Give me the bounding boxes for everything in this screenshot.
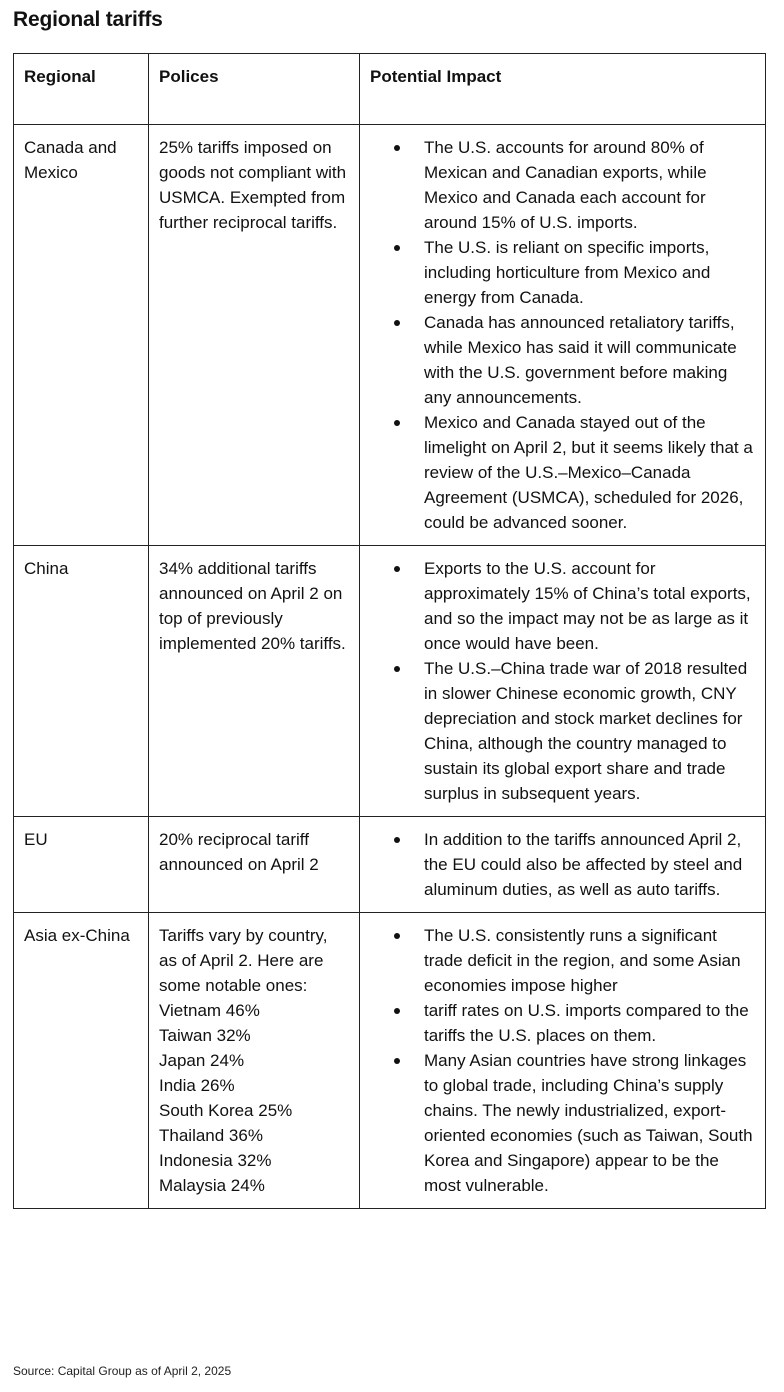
impact-bullet: In addition to the tariffs announced April 2, the EU could also be affected by steel and aluminum duties, as well as auto tariffs. xyxy=(424,827,755,902)
table-header-row xyxy=(14,54,766,125)
impact-cell xyxy=(360,125,766,546)
table-row xyxy=(14,125,766,546)
impact-bullet: The U.S. is reliant on specific imports, including horticulture from Mexico and energy from Canada. xyxy=(424,235,755,310)
impact-bullet: The U.S. accounts for around 80% of Mexican and Canadian exports, while Mexico and Canada each account for around 15% of U.S. imports. xyxy=(424,135,755,235)
policy-cell xyxy=(149,913,360,1209)
header-polices: Polices xyxy=(149,54,360,125)
policy-line: 34% additional tariffs announced on April 2 on top of previously implemented 20% tariffs. xyxy=(159,559,346,653)
header-regional: Regional xyxy=(14,54,149,125)
policy-line: South Korea 25% xyxy=(159,1101,293,1120)
impact-bullet: tariff rates on U.S. imports compared to the tariffs the U.S. places on them. xyxy=(424,998,755,1048)
policy-line: Taiwan 32% xyxy=(159,1026,251,1045)
table-row xyxy=(14,817,766,913)
impact-list xyxy=(370,556,755,806)
region-cell: Canada and Mexico xyxy=(14,125,149,546)
tariffs-table xyxy=(13,53,766,1209)
policy-line: India 26% xyxy=(159,1076,235,1095)
policy-line: Indonesia 32% xyxy=(159,1151,272,1170)
policy-line: Malaysia 24% xyxy=(159,1176,265,1195)
policy-cell xyxy=(149,817,360,913)
policy-line: Tariffs vary by country, as of April 2. Here are some notable ones: xyxy=(159,926,328,995)
table-row xyxy=(14,913,766,1209)
impact-bullet: Canada has announced retaliatory tariffs, while Mexico has said it will communicate with the U.S. government before making any announcements. xyxy=(424,310,755,410)
policy-line: 20% reciprocal tariff announced on April 2 xyxy=(159,830,319,874)
impact-cell xyxy=(360,817,766,913)
impact-list xyxy=(370,923,755,1198)
policy-line: Thailand 36% xyxy=(159,1126,263,1145)
table-row xyxy=(14,546,766,817)
impact-list xyxy=(370,135,755,535)
header-potential-impact: Potential Impact xyxy=(360,54,766,125)
impact-bullet: The U.S. consistently runs a significant trade deficit in the region, and some Asian economies impose higher xyxy=(424,923,755,998)
impact-list xyxy=(370,827,755,902)
region-cell: Asia ex-China xyxy=(14,913,149,1209)
region-cell: China xyxy=(14,546,149,817)
impact-bullet: Many Asian countries have strong linkages to global trade, including China’s supply chains. The newly industrialized, export-oriented economies (such as Taiwan, South Korea and Singapore) appear to be the most vulnerable. xyxy=(424,1048,755,1198)
impact-bullet: Exports to the U.S. account for approximately 15% of China’s total exports, and so the impact may not be as large as it once would have been. xyxy=(424,556,755,656)
impact-cell xyxy=(360,546,766,817)
source-note: Source: Capital Group as of April 2, 2025 xyxy=(13,1364,232,1378)
policy-line: Japan 24% xyxy=(159,1051,245,1070)
impact-cell xyxy=(360,913,766,1209)
impact-bullet: The U.S.–China trade war of 2018 resulted in slower Chinese economic growth, CNY depreciation and stock market declines for China, although the country managed to sustain its global export share and trade surplus in subsequent years. xyxy=(424,656,755,806)
page-title: Regional tariffs xyxy=(13,8,163,31)
policy-cell xyxy=(149,546,360,817)
region-cell: EU xyxy=(14,817,149,913)
policy-cell xyxy=(149,125,360,546)
policy-line: 25% tariffs imposed on goods not compliant with USMCA. Exempted from further reciprocal tariffs. xyxy=(159,138,347,232)
impact-bullet: Mexico and Canada stayed out of the limelight on April 2, but it seems likely that a review of the U.S.–Mexico–Canada Agreement (USMCA), scheduled for 2026, could be advanced sooner. xyxy=(424,410,755,535)
policy-line: Vietnam 46% xyxy=(159,1001,260,1020)
